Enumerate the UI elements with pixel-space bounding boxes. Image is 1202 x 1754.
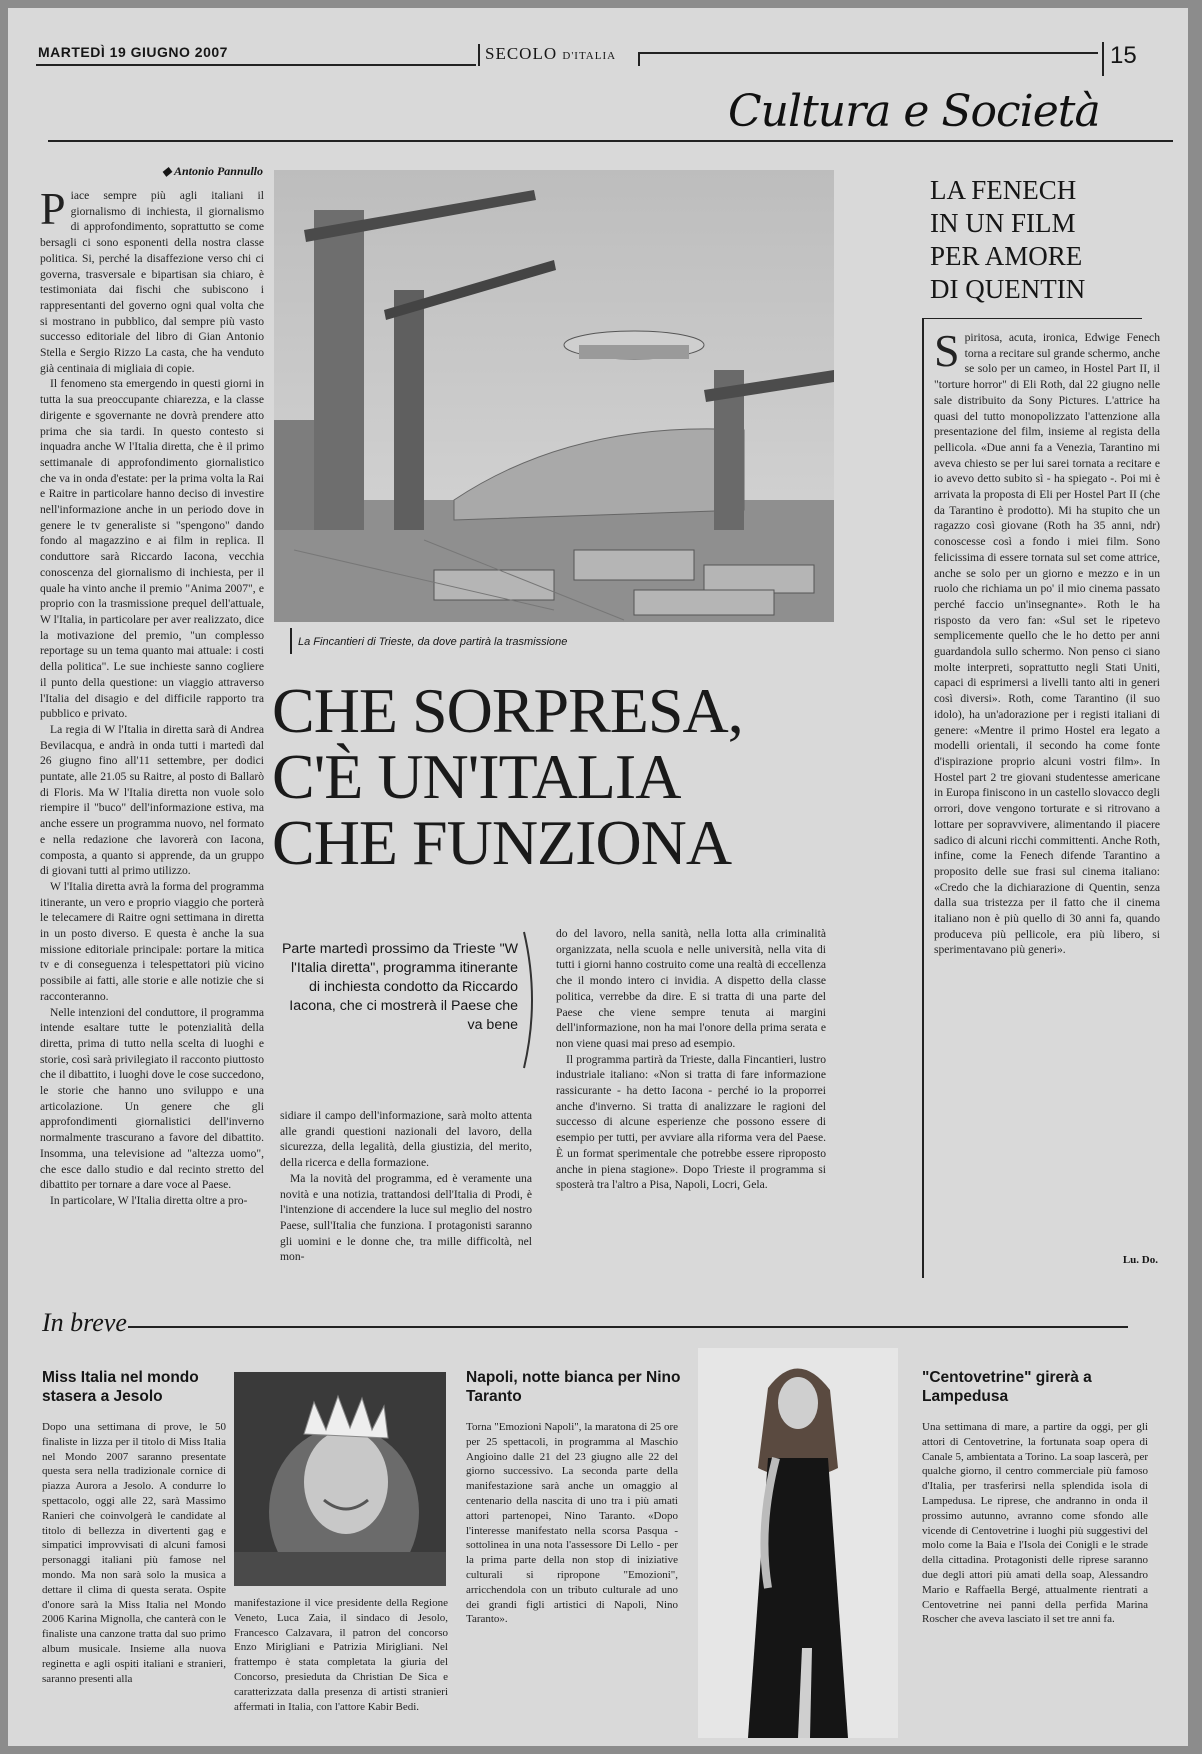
side-article-rule-top	[922, 318, 1142, 319]
main-col-3	[556, 926, 826, 1278]
side-headline-line-4: DI QUENTIN	[930, 274, 1086, 304]
shipyard-illustration	[274, 170, 834, 622]
col1-para-5: Nelle intenzioni del conduttore, il programma intende esaltare tutte le potenzialità della diretta, prima di tutto nella scelta di luoghi e storie, così sarà privilegiato il racconto piuttosto che il dibattito, i luoghi dove le cose succedono, le storie che hanno uno sviluppo e una articolazione. Un genere che gli approfondimenti giornalistici dell'inverno normalmente trascurano a favore del dibattito. Insomma, una televisione ad "altezza uomo", che esce dallo studio e dal recinto stretto del dibattito per tornare a dare voce al Paese.	[40, 1005, 264, 1192]
headline-line-1: CHE SORPRESA,	[272, 675, 743, 746]
side-signature: Lu. Do.	[1122, 1254, 1158, 1266]
newspaper-page	[8, 8, 1188, 1746]
col1-para-1: Piace sempre più agli italiani il giornalismo di inchiesta, il giornalismo di approfondimento, soprattutto se come bersagli ci sono esponenti della nostra classe politica. Si, perché la disaffezione verso chi ci governa, trasversale e bipartisan sia chiaro, è testimoniata dai fischi che subiscono i rappresentanti del governo ogni qual volta che si mostrano in pubblico, dal sempre più vasto successo editoriale del libro di Gian Antonio Stella e Sergio Rizzo La casta, che ha venduto già centinaia di migliaia di copie.	[40, 188, 264, 375]
headline-line-3: CHE FUNZIONA	[272, 807, 732, 878]
author-name: Antonio Pannullo	[173, 164, 263, 178]
main-headline	[272, 675, 852, 878]
masthead-date: MARTEDÌ 19 GIUGNO 2007	[38, 44, 228, 60]
col1-para-4: W l'Italia diretta avrà la forma del programma itinerante, un vero e proprio viaggio che porterà le telecamere di Raitre ogni settimana in diretta in un posto diverso. E questa è anche la sua missione editoriale principale: portare la mitica tv e di conseguenza i telespettatori più vicino possibile ai fatti, alle storie e alle notizie che si racconteranno.	[40, 879, 264, 1003]
side-headline	[930, 174, 1170, 306]
dropcap-s: S	[934, 330, 960, 376]
col1-para-6: In particolare, W l'Italia diretta oltre a pro-	[50, 1194, 248, 1207]
brief-1-body: Dopo una settimana di prove, le 50 finaliste in lizza per il titolo di Miss Italia nel Mondo 2007 saranno presentate questa sera nella tradizionale cornice di piazza Aurora a Jesolo. A condurre lo spettacolo, oggi alle 22, sarà Massimo Ranieri che coinvolgerà le candidate al titolo di bellezza in divertenti gag e simpatici improvvisati di alcuni famosi personaggi italiani più famose nel mondo. Ma non sarà solo la musica a dettare il clima di questa serata. Ospite d'onore sarà la Miss Italia nel Mondo 2006 Karina Mignolla, che canterà con le finaliste una canzone tratta dal suo primo album musicale. Insieme alla nuova reginetta e agli ospiti italiani e stranieri, saranno presenti alla	[42, 1421, 226, 1685]
photo-caption: La Fincantieri di Trieste, da dove partirà la trasmissione	[298, 636, 568, 648]
col3-para-1: do del lavoro, nella sanità, nella lotta alla criminalità organizzata, nella scuola e nelle università, nella vita di tutti i giorni hanno costruito come una realtà di eccellenza che il mondo intero ci invidia. A dispetto della classe politica, verrebbe da dire. E si tratta di una parte del Paese che viene sempre tenuta ai margini dell'informazione, non ha mai l'onore della prima serata e non viene quasi mai preso ad esempio.	[556, 927, 826, 1050]
side-para-1: Spiritosa, acuta, ironica, Edwige Fenech torna a recitare sul grande schermo, anche se solo per un cameo, in Hostel Part II, il "torture horror" di Eli Roth, dal 22 giugno nelle sale distribuito da Sony Pictures. L'attrice ha quasi del tutto monopolizzato l'attenzione alla presentazione del film, insieme al regista della pellicola. «Due anni fa a Venezia, Tarantino mi aveva chiesto se per lui sarei tornata a recitare e io avevo detto subito sì - ha spiegato -. Poi mi è arrivata la proposta di Eli per Hostel Part II (che da Tarantino è prodotto). Mi ha stupito che un ragazzo così giovane (Roth ha 35 anni, ndr) conoscesse così a fondo i miei film. Sono felicissima di essere tornata sul set come attrice, anche se solo per un giorno e mezzo e in un ruolo che richiama un po' il mio cinema passato perché faccio un'insegnante». Roth le ha risposto da vero fan: «Sul set le ripetevo semplicemente quello che le ho detto per anni guardandola sullo schermo. Non penso ci siano molte interpreti, soprattutto negli Stati Uniti, capaci di esprimersi a livelli tanto alti in generi così diversi». Roth, come Tarantino (il suo idolo), ha un'adorazione per i registi italiani di genere: «Mentre il primo Hostel era legato a modelli orientali, il secondo ha come fonte d'ispirazione proprio alcuni vostri film». In Hostel part 2 tre giovani studentesse americane in Europa finiscono in un castello slovacco degli orrori, dove vengono torturate e si ritrovano a lottare per sopravvivere, alimentando il piacere sadico di alcuni ricchi committenti. Anche Roth, infine, come la Fenech difende Tarantino a proposito delle sue frasi sul cinema italiano: «Credo che la dichiarazione di Quentin, senza dalla sua tristezza per il fatto che il cinema italiano non è più quello di 30 anni fa, quando produceva più pellicole, era più libero, si sperimentavano più generi».	[934, 330, 1160, 957]
paper-name-sub: D'ITALIA	[562, 50, 617, 62]
brief-2-body: Torna "Emozioni Napoli", la maratona di 25 ore per 25 spettacoli, in programma al Maschio Angioino dalle 21 del 23 giugno alle 22 del giorno successivo. La seconda parte della manifestazione sarà anche un omaggio al centenario della nascita di uno tra i più amati attori partenopei, Nino Taranto. «Dopo l'interesse manifestato nella scorsa Pasqua - sottolinea in una nota l'assessore Di Lello - per la prima parte della non stop di iniziative culturali si ripropone "Emozioni", arricchendola con un tributo culturale ad uno dei grandi figli artistici di Napoli, Nino Taranto».	[466, 1421, 678, 1626]
miss-italia-photo	[234, 1372, 446, 1586]
masthead-rule-left	[36, 64, 476, 66]
article-standfirst: Parte martedì prossimo da Trieste "W l'Italia diretta", programma itinerante di inchiesta condotto da Riccardo Iacona, che ci mostrerà il Paese che va bene	[281, 941, 518, 1033]
masthead-divider	[478, 44, 480, 66]
side-headline-line-1: LA FENECH	[930, 175, 1077, 205]
section-title: Cultura e Società	[728, 86, 1100, 137]
standfirst-bracket	[520, 930, 540, 1070]
col3-para-2: Il programma partirà da Trieste, dalla Fincantieri, lustro industriale italiano: «Non si tratta di fare informazione rassicurante - ha detto Iacona - perché io la proporrei anche d'inverno. Si tratta di analizzare le ragioni del successo di alcune esperienze che possono essere di esempio per tutti, per avviare alla riforma vera del Paese. È un format sperimentale che potrebbe essere riproposto anche in piena stagione». Dopo Trieste il programma si sposterà tra l'altro a Pisa, Napoli, Locri, Gela.	[556, 1052, 826, 1192]
col2-para-1: sidiare il campo dell'informazione, sarà molto attenta alle grandi questioni nazionali del lavoro, della sicurezza, della legalità, della giustizia, del merito, della ricerca e della formazione.	[280, 1109, 532, 1170]
headline-line-2: C'È UN'ITALIA	[272, 741, 681, 812]
fenech-photo	[698, 1348, 898, 1738]
paper-name-main: SECOLO	[485, 44, 558, 63]
side-article-rule	[922, 318, 924, 1278]
brief-1-title: Miss Italia nel mondo stasera a Jesolo	[42, 1369, 199, 1405]
side-headline-line-2: IN UN FILM	[930, 208, 1076, 238]
side-col	[934, 330, 1160, 1250]
shipyard-photo	[274, 170, 834, 622]
main-col-1	[40, 188, 264, 1278]
page-number-rule	[1102, 42, 1104, 76]
col2-para-2: Ma la novità del programma, ed è veramente una novità e una notizia, trattandosi dell'Italia di Prodi, è l'intenzione di accendere la luce sul meglio del nostro Paese, sull'Italia che funziona. I protagonisti saranno gli uomini e le donne che, tra mille difficoltà, nel mon-	[280, 1171, 532, 1264]
dropcap-p: P	[40, 188, 66, 234]
brief-3-title: "Centovetrine" girerà a Lampedusa	[922, 1369, 1092, 1405]
fenech-illustration	[698, 1348, 898, 1738]
miss-italia-illustration	[234, 1372, 446, 1586]
section-rule	[48, 140, 1173, 142]
page-number: 15	[1110, 42, 1137, 69]
col1-para-2: Il fenomeno sta emergendo in questi giorni in tutta la sua preoccupante chiarezza, e la classe dirigente e sgovernante ne dovrà prendere atto prima che sia tardi. In questo contesto si inquadra anche W l'Italia diretta, che è il primo settimanale di approfondimento giornalistico che va in onda d'estate: per la prima volta la Rai e Raitre in particolare hanno deciso di investire nell'informazione anche in un periodo dove in genere le tv generaliste si "spengono" dando fondo al magazzino e ai film in replica. Il conduttore sarà Riccardo Iacona, vecchia conoscenza del giornalismo di inchiesta, per il quale ha vinto anche il premio "Anima 2007", e proprio con la trasmissione prequel dell'attuale, W l'Italia, in particolare per aver realizzato, dice la motivazione del premio, "un complesso reportage su un tema quanto mai attuale: i costi della politica". Le sue inchieste sanno cogliere il punto della questione: un viaggio attraverso l'Italia del disagio e del difficile rapporto tra pubblico e privato.	[40, 377, 264, 721]
masthead-divider-2	[638, 52, 640, 66]
briefs-label: In breve	[42, 1308, 127, 1337]
brief-3-body: Una settimana di mare, a partire da oggi, per gli attori di Centovetrine, la fortunata soap opera di Canale 5, ambientata a Torino. La soap lascerà, per qualche giorno, il centro commerciale più famoso d'Italia, per trasferirsi nella splendida isola di Lampedusa. Le riprese, che andranno in onda il prossimo autunno, avranno come sfondo alle vicende di Centovetrine i luoghi più suggestivi del molo come la Baia e l'Isola dei Conigli e le strade della cittadina. Protagonisti delle riprese saranno due degli attori più amati della soap, Alessandro Mario e Raffaella Bergé, attualmente rientrati a Centovetrine nei panni della perfida Marina Roscher che aveva lasciato il set tre anni fa.	[922, 1421, 1148, 1626]
brief-1-body-cont: manifestazione il vice presidente della Regione Veneto, Luca Zaia, il sindaco di Jesolo, Francesco Calzavara, il patron del concorso Enzo Mirigliani e Patrizia Mirigliani. Nel frattempo è stata completata la giuria del Concorso, presieduta da Christian De Sica e caratterizzata dalla presenza di artisti stranieri affermati in Italia, con l'attore Kabir Bedi.	[234, 1597, 448, 1713]
masthead-paper-name	[485, 44, 616, 64]
brief-2-title: Napoli, notte bianca per Nino Taranto	[466, 1369, 681, 1405]
main-col-2	[280, 1108, 532, 1278]
col1-para-3: La regia di W l'Italia in diretta sarà di Andrea Bevilacqua, e andrà in onda tutti i martedì dal 26 giugno fino all'11 settembre, per dodici puntate, alle 21.05 su Raitre, al posto di Ballarò di Floris. Ma W l'Italia diretta non vuole solo riempire il "buco" dell'informazione estiva, ma anche essere un programma nuovo, nel formato e nella redazione che lavorerà con Iacona, composta, a quanto si apprende, da un gruppo di giovani tutti al primo utilizzo.	[40, 722, 264, 878]
masthead-rule-right	[638, 52, 1098, 54]
caption-rule	[290, 628, 292, 654]
article-byline: ◆ Antonio Pannullo	[162, 164, 263, 178]
side-headline-line-3: PER AMORE	[930, 241, 1083, 271]
briefs-rule	[128, 1326, 1128, 1328]
